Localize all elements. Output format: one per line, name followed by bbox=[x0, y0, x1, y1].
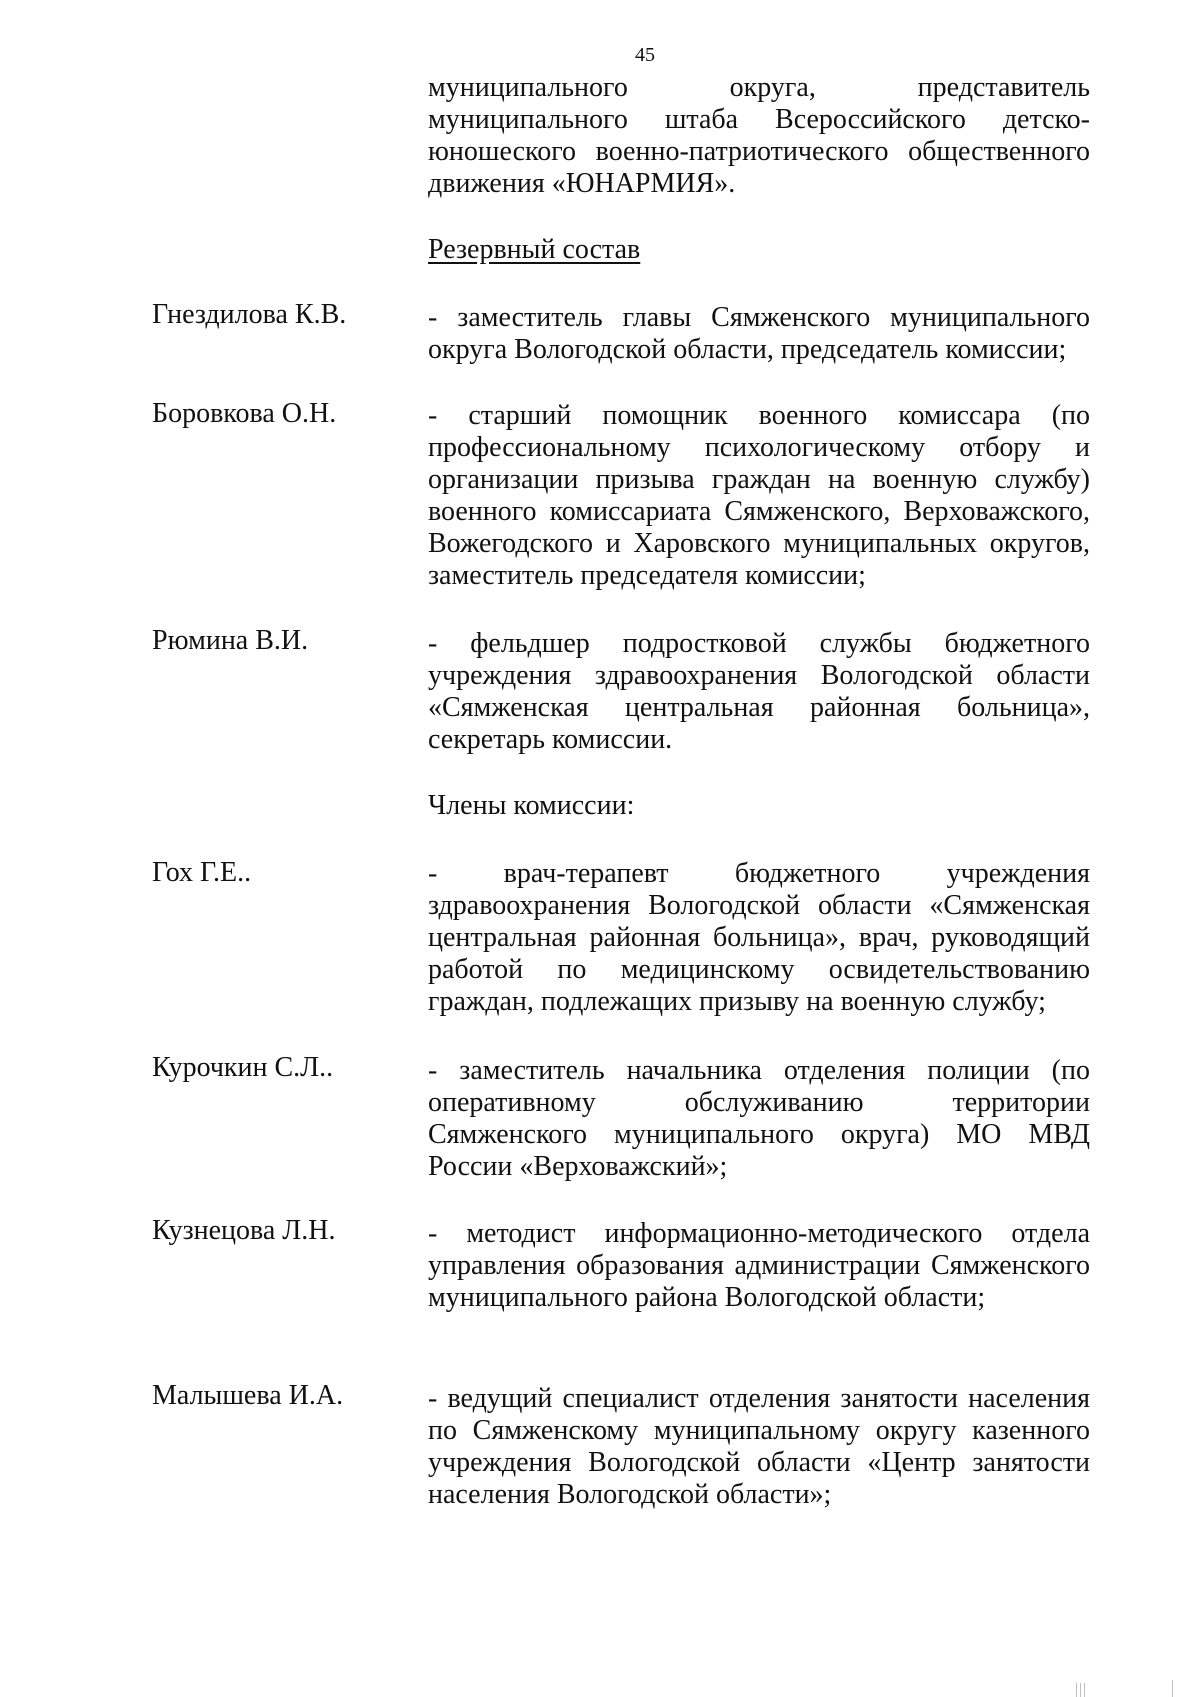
page-number: 45 bbox=[635, 44, 655, 66]
member-name: Кузнецова Л.Н. bbox=[152, 1215, 336, 1246]
members-heading: Члены комиссии: bbox=[428, 790, 635, 821]
member-role: - методист информационно-методического отдела управления образования администрации Сямженского муниципального района Вологодской области; bbox=[428, 1218, 1090, 1313]
member-name: Курочкин С.Л.. bbox=[152, 1052, 334, 1083]
member-role: - ведущий специалист отделения занятости населения по Сямженскому муниципальному округу казенного учреждения Вологодской области «Центр занятости населения Вологодской области»; bbox=[428, 1383, 1090, 1510]
official-role: - заместитель главы Сямженского муниципального округа Вологодской области, председатель комиссии; bbox=[428, 302, 1090, 365]
official-name: Боровкова О.Н. bbox=[152, 398, 337, 429]
member-role: - врач-терапевт бюджетного учреждения здравоохранения Вологодской области «Сямженская центральная районная больница», врач, руководящий работой по медицинскому освидетельствованию граждан, подлежащих призыву на военную службу; bbox=[428, 858, 1090, 1017]
official-name: Рюмина В.И. bbox=[152, 625, 309, 656]
continuation-paragraph: муниципального округа, представитель муниципального штаба Всероссийского детско-юношеского военно-патриотического общественного движения «ЮНАРМИЯ». bbox=[428, 72, 1090, 199]
scan-mark bbox=[1080, 1683, 1081, 1697]
scan-mark bbox=[1172, 1680, 1173, 1697]
scan-mark bbox=[1076, 1683, 1077, 1697]
member-name: Гох Г.Е.. bbox=[152, 857, 252, 888]
member-role: - заместитель начальника отделения полиции (по оперативному обслуживанию территории Сямженского муниципального округа) МО МВД России «Верховажский»; bbox=[428, 1055, 1090, 1182]
scan-mark bbox=[1084, 1683, 1085, 1697]
official-name: Гнездилова К.В. bbox=[152, 299, 347, 330]
reserve-heading: Резервный состав bbox=[428, 234, 641, 265]
official-role: - фельдшер подростковой службы бюджетного учреждения здравоохранения Вологодской области «Сямженская центральная районная больница», секретарь комиссии. bbox=[428, 628, 1090, 755]
official-role: - старший помощник военного комиссара (по профессиональному психологическому отбору и организации призыва граждан на военную службу) военного комиссариата Сямженского, Верховажского, Вожегодского и Харовского муниципальных округов, заместитель председателя комиссии; bbox=[428, 400, 1090, 591]
member-name: Малышева И.А. bbox=[152, 1380, 344, 1411]
